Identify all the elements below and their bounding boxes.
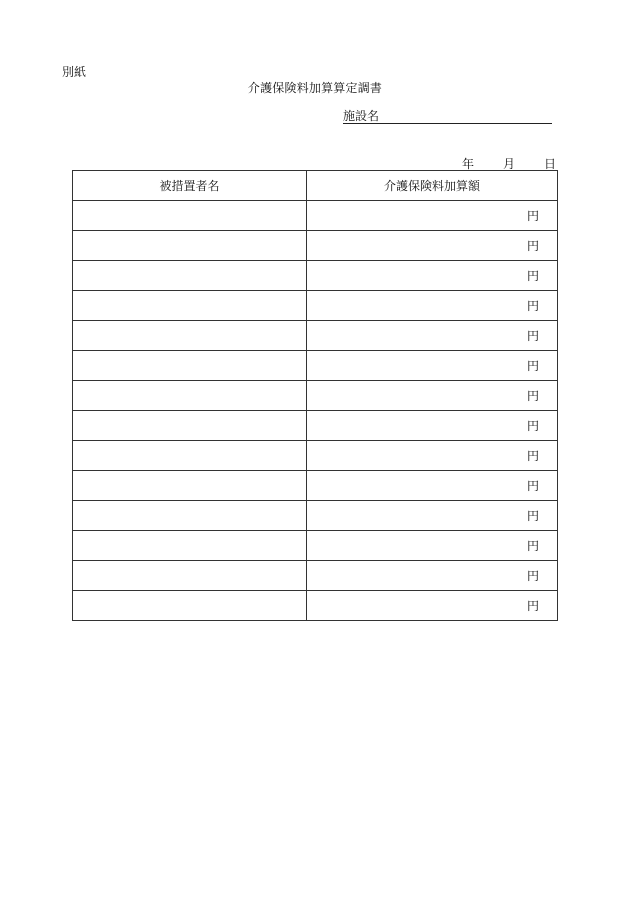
table-row xyxy=(73,261,558,291)
recipient-name-cell[interactable] xyxy=(73,201,307,231)
amount-cell[interactable] xyxy=(307,261,558,291)
yen-unit-label: 円 xyxy=(526,599,539,613)
amount-cell[interactable] xyxy=(307,381,558,411)
column-header-name: 被措置者名 xyxy=(73,171,307,201)
date-month-label: 月 xyxy=(502,157,515,171)
table-row xyxy=(73,321,558,351)
recipient-name-cell[interactable] xyxy=(73,441,307,471)
table-row xyxy=(73,561,558,591)
table-row xyxy=(73,501,558,531)
attachment-label: 別紙 xyxy=(62,65,87,79)
table-body xyxy=(73,201,558,621)
recipient-name-cell[interactable] xyxy=(73,561,307,591)
yen-unit-label: 円 xyxy=(526,509,539,523)
date-day-label: 日 xyxy=(543,157,556,171)
yen-unit-label: 円 xyxy=(526,419,539,433)
amount-cell[interactable] xyxy=(307,201,558,231)
amount-cell[interactable] xyxy=(307,531,558,561)
yen-unit-label: 円 xyxy=(526,389,539,403)
table-row xyxy=(73,291,558,321)
yen-unit-label: 円 xyxy=(526,479,539,493)
amount-cell[interactable] xyxy=(307,501,558,531)
yen-unit-label: 円 xyxy=(526,539,539,553)
table-row xyxy=(73,411,558,441)
yen-unit-label: 円 xyxy=(526,299,539,313)
recipient-name-cell[interactable] xyxy=(73,381,307,411)
table-header-row xyxy=(73,171,558,201)
facility-name-label: 施設名 xyxy=(343,109,380,123)
amount-cell[interactable] xyxy=(307,591,558,621)
amount-cell[interactable] xyxy=(307,321,558,351)
recipient-name-cell[interactable] xyxy=(73,471,307,501)
yen-unit-label: 円 xyxy=(526,569,539,583)
amount-cell[interactable] xyxy=(307,441,558,471)
amount-cell[interactable] xyxy=(307,231,558,261)
yen-unit-label: 円 xyxy=(526,269,539,283)
table-row xyxy=(73,351,558,381)
document-title: 介護保険料加算算定調書 xyxy=(247,81,383,95)
premium-table xyxy=(72,170,558,621)
table-row xyxy=(73,531,558,561)
yen-unit-label: 円 xyxy=(526,449,539,463)
table-row xyxy=(73,201,558,231)
amount-cell[interactable] xyxy=(307,561,558,591)
table-row xyxy=(73,441,558,471)
recipient-name-cell[interactable] xyxy=(73,261,307,291)
yen-unit-label: 円 xyxy=(526,359,539,373)
amount-cell[interactable] xyxy=(307,291,558,321)
table-row xyxy=(73,471,558,501)
amount-cell[interactable] xyxy=(307,411,558,441)
recipient-name-cell[interactable] xyxy=(73,231,307,261)
column-header-amount: 介護保険料加算額 xyxy=(307,171,558,201)
recipient-name-cell[interactable] xyxy=(73,591,307,621)
yen-unit-label: 円 xyxy=(526,209,539,223)
recipient-name-cell[interactable] xyxy=(73,531,307,561)
yen-unit-label: 円 xyxy=(526,329,539,343)
recipient-name-cell[interactable] xyxy=(73,321,307,351)
recipient-name-cell[interactable] xyxy=(73,501,307,531)
amount-cell[interactable] xyxy=(307,351,558,381)
yen-unit-label: 円 xyxy=(526,239,539,253)
amount-cell[interactable] xyxy=(307,471,558,501)
recipient-name-cell[interactable] xyxy=(73,411,307,441)
recipient-name-cell[interactable] xyxy=(73,351,307,381)
recipient-name-cell[interactable] xyxy=(73,291,307,321)
table-row xyxy=(73,381,558,411)
date-year-label: 年 xyxy=(462,157,475,171)
table-row xyxy=(73,591,558,621)
table-row xyxy=(73,231,558,261)
facility-name-field[interactable] xyxy=(343,109,552,124)
